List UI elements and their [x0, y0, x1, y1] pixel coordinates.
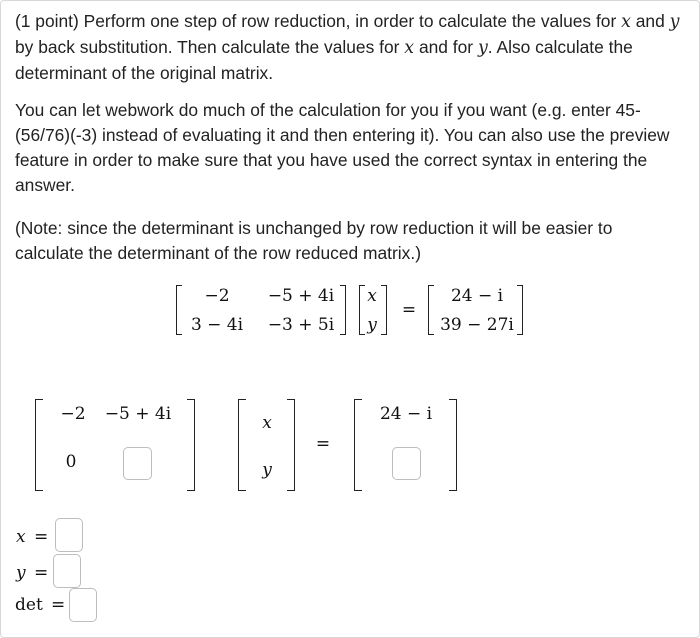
determinant-note-paragraph: (Note: since the determinant is unchanged by row reduction it will be easier to calculate the determinant of the row reduced matrix.)	[15, 218, 613, 263]
vector-b-right-bracket	[517, 285, 523, 335]
reduced-vector-b-right-bracket	[449, 399, 457, 491]
reduced-vector-y: y	[262, 460, 272, 480]
vector-xy-x: x	[367, 286, 377, 306]
reduced-vector-b-left-bracket	[354, 399, 362, 491]
vector-xy-y: y	[367, 315, 377, 335]
reduced-matrix-21: 0	[65, 452, 77, 472]
reduced-vector-xy-left-bracket	[238, 399, 246, 491]
y-answer-input[interactable]	[53, 554, 81, 588]
x-answer-input[interactable]	[55, 518, 83, 552]
vector-b-2: 39 − 27i	[440, 315, 514, 335]
reduced-matrix-right-bracket	[187, 399, 195, 491]
reduced-matrix-12: −5 + 4i	[104, 404, 172, 424]
matrix-a-left-bracket	[176, 285, 182, 335]
matrix-a-22: −3 + 5i	[267, 315, 335, 335]
problem-instructions: (1 point) Perform one step of row reduction, in order to calculate the values for x and y by back substitution. Then calculate the values for x and for y. Also calculate the determinant of the original matrix.	[15, 11, 680, 83]
vector-b-left-bracket	[428, 285, 434, 335]
det-answer-label: det	[15, 595, 43, 615]
y-answer-equals: =	[34, 563, 49, 583]
webwork-hint-paragraph: You can let webwork do much of the calculation for you if you want (e.g. enter 45-(56/76)(-3) instead of evaluating it and then entering it). You can also use the preview feature in order to make sure that you have used the correct syntax in entering the answer.	[15, 100, 670, 195]
system-equals-sign: =	[401, 300, 417, 320]
vector-b-1: 24 − i	[450, 286, 504, 306]
det-answer-equals: =	[51, 595, 66, 615]
reduced-vector-b-1: 24 − i	[379, 404, 433, 424]
vector-xy-right-bracket	[381, 285, 387, 335]
det-answer-input[interactable]	[69, 588, 97, 622]
matrix-a-11: −2	[204, 286, 230, 306]
x-answer-equals: =	[34, 527, 49, 547]
reduced-vector-xy-right-bracket	[287, 399, 295, 491]
matrix-a-right-bracket	[340, 285, 346, 335]
reduced-vector-x: x	[262, 413, 272, 433]
reduced-vector-b-2-input[interactable]	[392, 447, 421, 480]
reduced-matrix-left-bracket	[35, 399, 43, 491]
matrix-a-21: 3 − 4i	[190, 315, 244, 335]
reduced-matrix-22-input[interactable]	[123, 447, 152, 480]
vector-xy-left-bracket	[359, 285, 365, 335]
reduced-matrix-11: −2	[60, 404, 86, 424]
matrix-a-12: −5 + 4i	[267, 286, 335, 306]
y-answer-label: y	[16, 563, 26, 583]
x-answer-label: x	[16, 527, 26, 547]
reduced-equals-sign: =	[315, 434, 331, 454]
